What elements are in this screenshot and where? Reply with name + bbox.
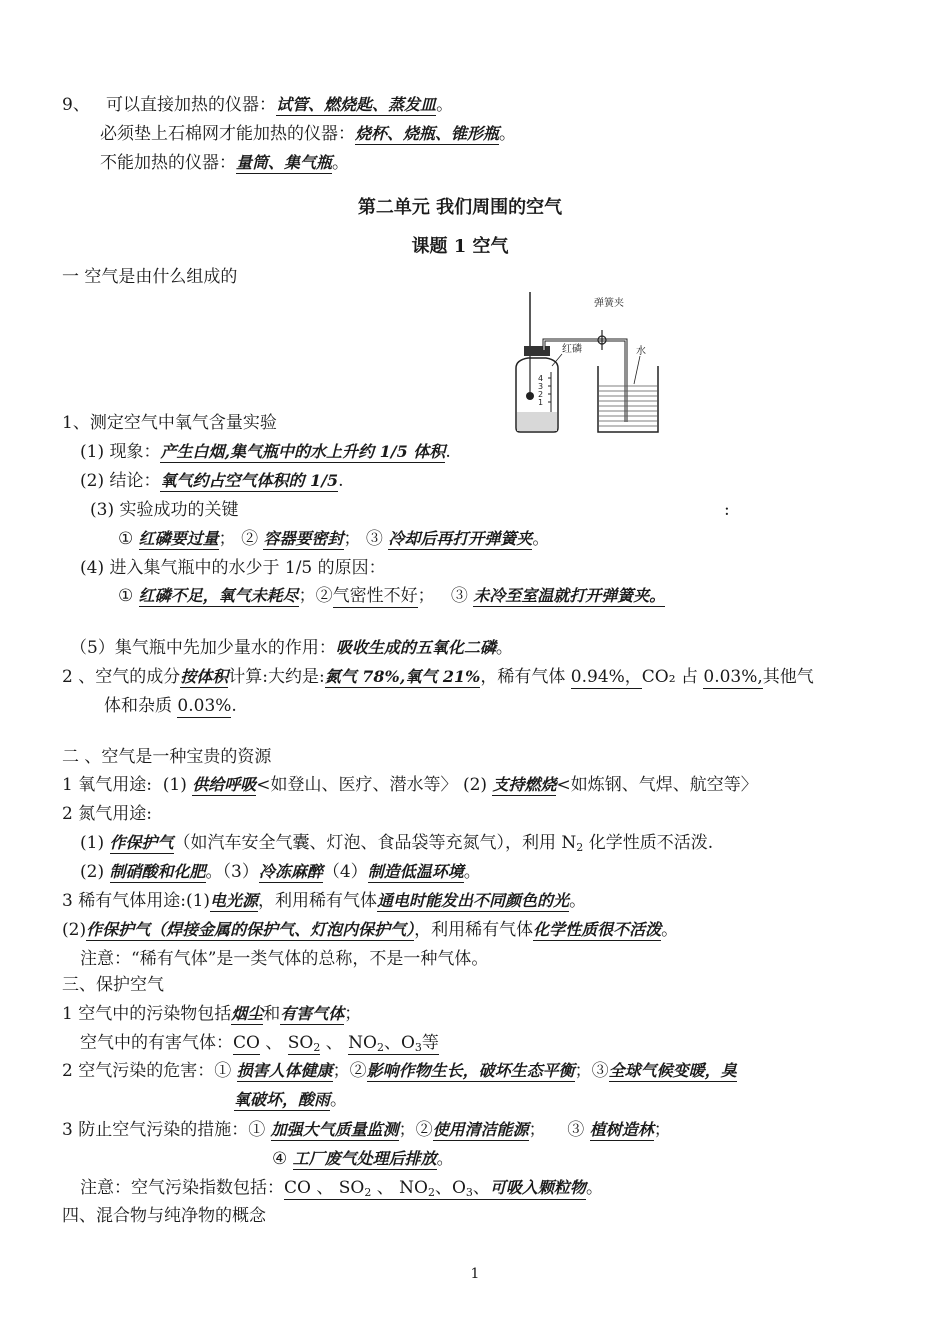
- q9-line-1: 9、 可以直接加热的仪器：试管、燃烧匙、蒸发皿。: [62, 95, 454, 115]
- scale-mark-2: 2: [538, 390, 544, 399]
- q9-answer-a: 试管、燃烧匙、蒸发皿: [276, 95, 437, 114]
- q9-line-3: 不能加热的仪器：量筒、集气瓶。: [100, 153, 350, 173]
- pollutants-line: 1 空气中的污染物包括烟尘和有害气体；: [62, 1004, 362, 1024]
- page-number: 1: [470, 1266, 480, 1282]
- air-composition-line-2: 体和杂质 0.03%.: [104, 696, 237, 716]
- section-4-title: 四、混合物与纯净物的概念: [62, 1206, 266, 1226]
- rare-gas-use-1: 3 稀有气体用途:(1)电光源，利用稀有气体通电时能发出不同颜色的光。: [62, 891, 587, 911]
- pollution-index-line: 注意：空气污染指数包括：CO 、 $SO_2$ 、 $NO_2$、$O_3$、可吸入颗粒物。: [80, 1178, 603, 1199]
- exp-phenomenon: (1) 现象：产生白烟,集气瓶中的水上升约 1/5 体积.: [80, 442, 451, 462]
- scale-mark-1: 1: [538, 398, 544, 407]
- q9-label-c: 不能加热的仪器：: [100, 153, 236, 173]
- exp-conclusion: (2) 结论：氧气约占空气体积的 1/5.: [80, 471, 344, 491]
- harmful-gases-line: 空气中的有害气体：CO 、 $SO_2$ 、 $NO_2$、$O_3$等: [80, 1033, 439, 1054]
- section-1-title: 一 空气是由什么组成的: [62, 267, 238, 287]
- label-red-phosphorus: 红磷: [562, 344, 582, 355]
- prevention-line-1: 3 防止空气污染的措施：① 加强大气质量监测；②使用清洁能源； ③ 植树造林；: [62, 1120, 671, 1140]
- pollution-harm-line-2: 氧破坏，酸雨。: [234, 1090, 348, 1110]
- q9-number: 9、: [62, 95, 90, 115]
- q9-answer-c: 量筒、集气瓶: [236, 153, 333, 172]
- q9-label-b: 必须垫上石棉网才能加热的仪器：: [100, 124, 355, 144]
- experiment-title: 1、测定空气中氧气含量实验: [62, 413, 277, 433]
- label-water: 水: [636, 346, 646, 357]
- label-spring-clip: 弹簧夹: [594, 298, 624, 309]
- pollution-harm-line-1: 2 空气污染的危害：① 损害人体健康；②影响作物生长，破坏生态平衡；③全球气候变暖，臭: [62, 1061, 737, 1081]
- lesson-title: 课题 1 空气: [411, 236, 509, 257]
- section-3-title: 三、保护空气: [62, 975, 164, 995]
- nitrogen-use-2: (2) 制硝酸和化肥。（3）冷冻麻醉（4）制造低温环境。: [80, 862, 481, 882]
- oxygen-uses: 1 氧气用途: (1) 供给呼吸<如登山、医疗、潜水等〉 (2) 支持燃烧<如炼钢、气焊、航空等〉: [62, 775, 758, 795]
- section-2-title: 二 、空气是一种宝贵的资源: [62, 747, 272, 767]
- q9-label-a: 可以直接加热的仪器：: [106, 95, 277, 115]
- prevention-line-2: ④ 工厂废气处理后排放。: [272, 1149, 454, 1169]
- q9-line-2: 必须垫上石棉网才能加热的仪器：烧杯、烧瓶、锥形瓶。: [100, 124, 517, 144]
- exp-error-title: (4) 进入集气瓶中的水少于 1/5 的原因：: [80, 558, 386, 578]
- exp-key-colon: :: [724, 500, 730, 520]
- experiment-apparatus-figure: [508, 290, 668, 438]
- phenomenon-answer: 产生白烟,集气瓶中的水上升约 1/5 体积: [160, 442, 446, 461]
- nitrogen-use-1: (1) 作保护气（如汽车安全气囊、灯泡、食品袋等充氮气），利用 $N_2$ 化学性质不活泼.: [80, 833, 714, 854]
- rare-gas-use-2: (2)作保护气（焊接金属的保护气、灯泡内保护气），利用稀有气体化学性质很不活泼。: [62, 920, 679, 940]
- scale-mark-4: 4: [538, 374, 544, 383]
- conclusion-answer: 氧气约占空气体积的 1/5: [160, 471, 339, 490]
- nitrogen-uses-title: 2 氮气用途:: [62, 804, 152, 824]
- scale-mark-3: 3: [538, 382, 544, 391]
- exp-error-reasons: ① 红磷不足，氧气未耗尽；②气密性不好； ③ 未冷至室温就打开弹簧夹。: [118, 586, 666, 606]
- exp-key-points: ① 红磷要过量； ② 容器要密封； ③ 冷却后再打开弹簧夹。: [118, 529, 550, 549]
- air-composition-line-1: 2 、空气的成分按体积计算:大约是:氮气 78%,氧气 21%，稀有气体 0.94%，CO₂ 占 0.03%,其他气: [62, 667, 814, 687]
- rare-gas-note: 注意：“稀有气体”是一类气体的总称，不是一种气体。: [80, 949, 489, 969]
- exp-key-title: (3) 实验成功的关键: [90, 500, 239, 520]
- unit-title: 第二单元 我们周围的空气: [357, 197, 563, 218]
- q9-answer-b: 烧杯、烧瓶、锥形瓶: [355, 124, 500, 143]
- exp-water-purpose: （5）集气瓶中先加少量水的作用：吸收生成的五氧化二磷。: [70, 638, 513, 658]
